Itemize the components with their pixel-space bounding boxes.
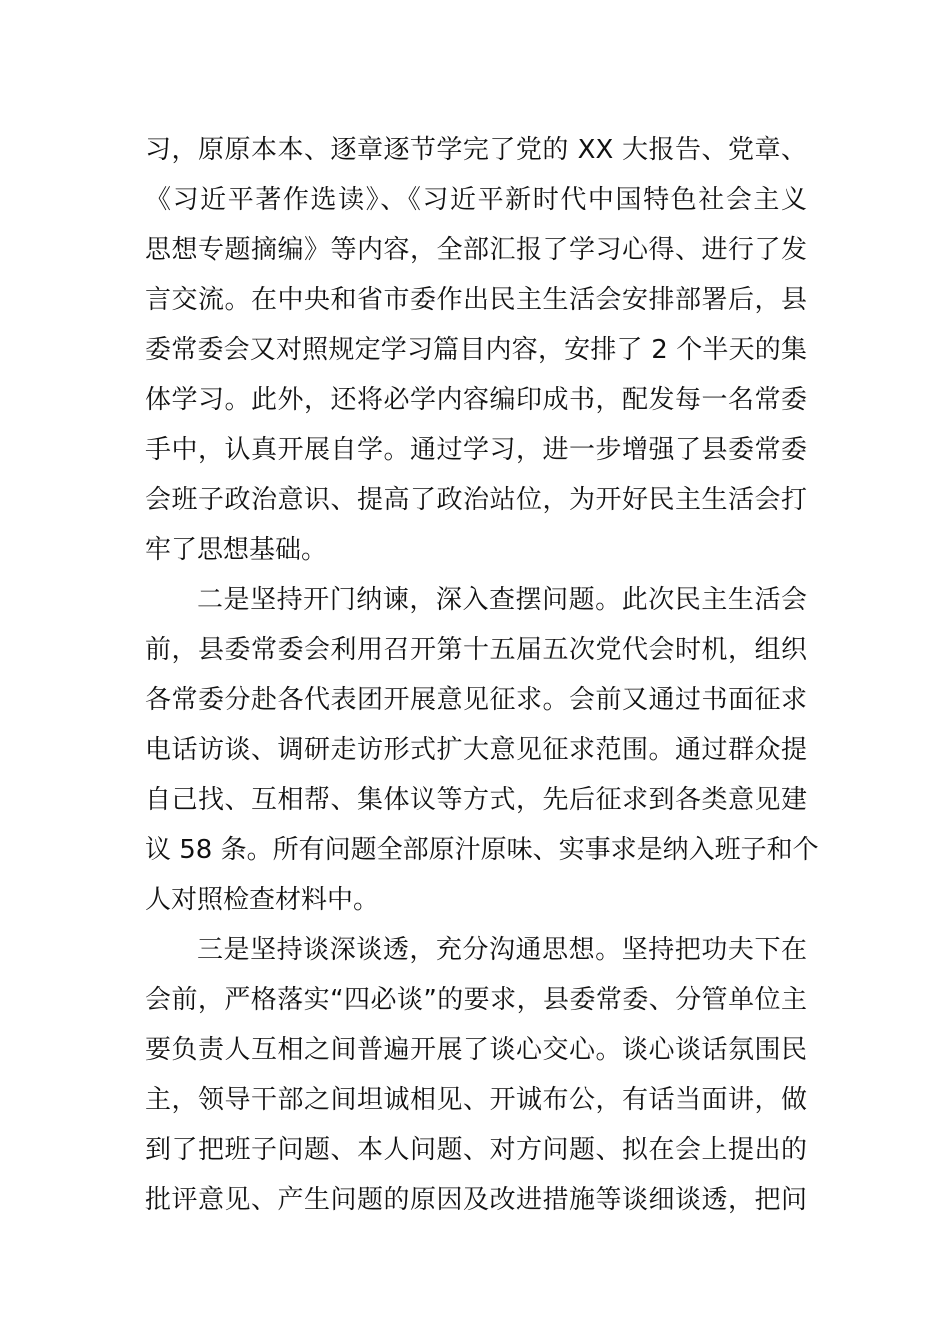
text-line: 牢了思想基础。 (145, 535, 328, 565)
paragraph-2 (145, 575, 819, 925)
text-line: 会前，严格落实“四必谈”的要求，县委常委、分管单位主 (145, 985, 807, 1015)
text-line: 手中，认真开展自学。通过学习，进一步增强了县委常委 (145, 435, 807, 465)
text-line: 到了把班子问题、本人问题、对方问题、拟在会上提出的 (145, 1135, 807, 1165)
text-line: 《习近平著作选读》、《习近平新时代中国特色社会主义 (145, 185, 807, 215)
text-line: 二是坚持开门纳谏，深入查摆问题。此次民主生活会 (197, 585, 807, 615)
text-line: 要负责人互相之间普遍开展了谈心交心。谈心谈话氛围民 (145, 1035, 807, 1065)
text-line: 体学习。此外，还将必学内容编印成书，配发每一名常委 (145, 385, 807, 415)
text-line: 思想专题摘编》等内容，全部汇报了学习心得、进行了发 (145, 235, 807, 265)
text-line: 主，领导干部之间坦诚相见、开诚布公，有话当面讲，做 (145, 1085, 807, 1115)
text-line: 人对照检查材料中。 (145, 885, 380, 915)
text-line: 前，县委常委会利用召开第十五届五次党代会时机，组织 (145, 635, 807, 665)
text-line: 言交流。在中央和省市委作出民主生活会安排部署后，县 (145, 285, 807, 315)
text-line: 会班子政治意识、提高了政治站位，为开好民主生活会打 (145, 485, 807, 515)
text-line: 电话访谈、调研走访形式扩大意见征求范围。通过群众提 (145, 735, 807, 765)
document-page (145, 125, 819, 1225)
paragraph-3 (145, 925, 807, 1225)
paragraph-1 (145, 125, 807, 575)
text-line: 议 58 条。所有问题全部原汁原味、实事求是纳入班子和个 (145, 835, 819, 865)
text-line: 自己找、互相帮、集体议等方式，先后征求到各类意见建 (145, 785, 807, 815)
text-line: 各常委分赴各代表团开展意见征求。会前又通过书面征求 (145, 685, 807, 715)
text-line: 委常委会又对照规定学习篇目内容，安排了 2 个半天的集 (145, 335, 807, 365)
text-line: 三是坚持谈深谈透，充分沟通思想。坚持把功夫下在 (197, 935, 807, 965)
text-line: 批评意见、产生问题的原因及改进措施等谈细谈透，把问 (145, 1185, 807, 1215)
text-line: 习，原原本本、逐章逐节学完了党的 XX 大报告、党章、 (145, 135, 807, 165)
